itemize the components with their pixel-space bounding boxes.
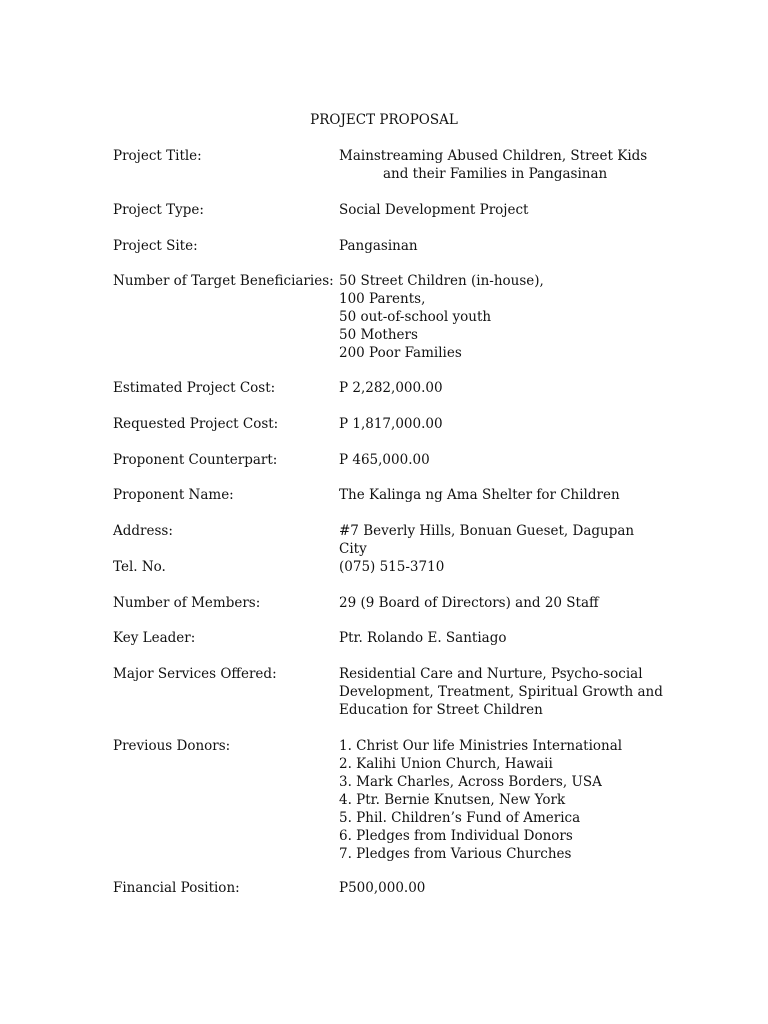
project-title-value: [339, 147, 659, 183]
key-leader-value: Ptr. Rolando E. Santiago: [339, 630, 507, 646]
donor-line: 2. Kalihi Union Church, Hawaii: [339, 756, 553, 772]
financial-position-value: P500,000.00: [339, 880, 426, 896]
project-title-line: Mainstreaming Abused Children, Street Kids: [339, 148, 648, 164]
tel-no-value: (075) 515-3710: [339, 559, 445, 575]
project-title-line: and their Families in Pangasinan: [383, 166, 608, 182]
services-label: Major Services Offered:: [113, 666, 277, 682]
donors-value: [339, 737, 659, 863]
donor-line: 7. Pledges from Various Churches: [339, 846, 572, 862]
address-value: #7 Beverly Hills, Bonuan Gueset, Dagupan City: [339, 523, 635, 557]
beneficiary-line: 50 Street Children (in-house),: [339, 273, 544, 289]
project-title-label: Project Title:: [113, 148, 202, 164]
target-beneficiaries-value: [339, 272, 659, 362]
estimated-cost-value: P 2,282,000.00: [339, 380, 443, 396]
target-beneficiaries-label: Number of Target Beneficiaries:: [113, 273, 334, 289]
services-line: Education for Street Children: [339, 702, 543, 718]
document-title: PROJECT PROPOSAL: [310, 112, 458, 128]
donor-line: 3. Mark Charles, Across Borders, USA: [339, 774, 602, 790]
project-type-value: Social Development Project: [339, 202, 529, 218]
key-leader-label: Key Leader:: [113, 630, 196, 646]
proponent-name-label: Proponent Name:: [113, 487, 234, 503]
financial-position-label: Financial Position:: [113, 880, 240, 896]
requested-cost-value: P 1,817,000.00: [339, 416, 443, 432]
donor-line: 6. Pledges from Individual Donors: [339, 828, 573, 844]
counterpart-value: P 465,000.00: [339, 452, 430, 468]
donors-label: Previous Donors:: [113, 738, 231, 754]
services-line: Residential Care and Nurture, Psycho-social: [339, 666, 643, 682]
beneficiary-line: 50 out-of-school youth: [339, 309, 492, 325]
project-site-value: Pangasinan: [339, 238, 418, 254]
members-value: 29 (9 Board of Directors) and 20 Staff: [339, 595, 599, 611]
tel-no-label: Tel. No.: [113, 559, 166, 575]
requested-cost-label: Requested Project Cost:: [113, 416, 279, 432]
members-label: Number of Members:: [113, 595, 261, 611]
donor-line: 5. Phil. Children’s Fund of America: [339, 810, 581, 826]
project-site-label: Project Site:: [113, 238, 198, 254]
address-label: Address:: [113, 523, 173, 539]
beneficiary-line: 200 Poor Families: [339, 345, 462, 361]
project-type-label: Project Type:: [113, 202, 204, 218]
donor-line: 4. Ptr. Bernie Knutsen, New York: [339, 792, 566, 808]
services-value: [339, 665, 663, 719]
counterpart-label: Proponent Counterpart:: [113, 452, 278, 468]
beneficiary-line: 50 Mothers: [339, 327, 418, 343]
donor-line: 1. Christ Our life Ministries International: [339, 738, 623, 754]
services-line: Development, Treatment, Spiritual Growth and: [339, 684, 663, 700]
beneficiary-line: 100 Parents,: [339, 291, 426, 307]
proponent-name-value: The Kalinga ng Ama Shelter for Children: [339, 487, 620, 503]
estimated-cost-label: Estimated Project Cost:: [113, 380, 276, 396]
